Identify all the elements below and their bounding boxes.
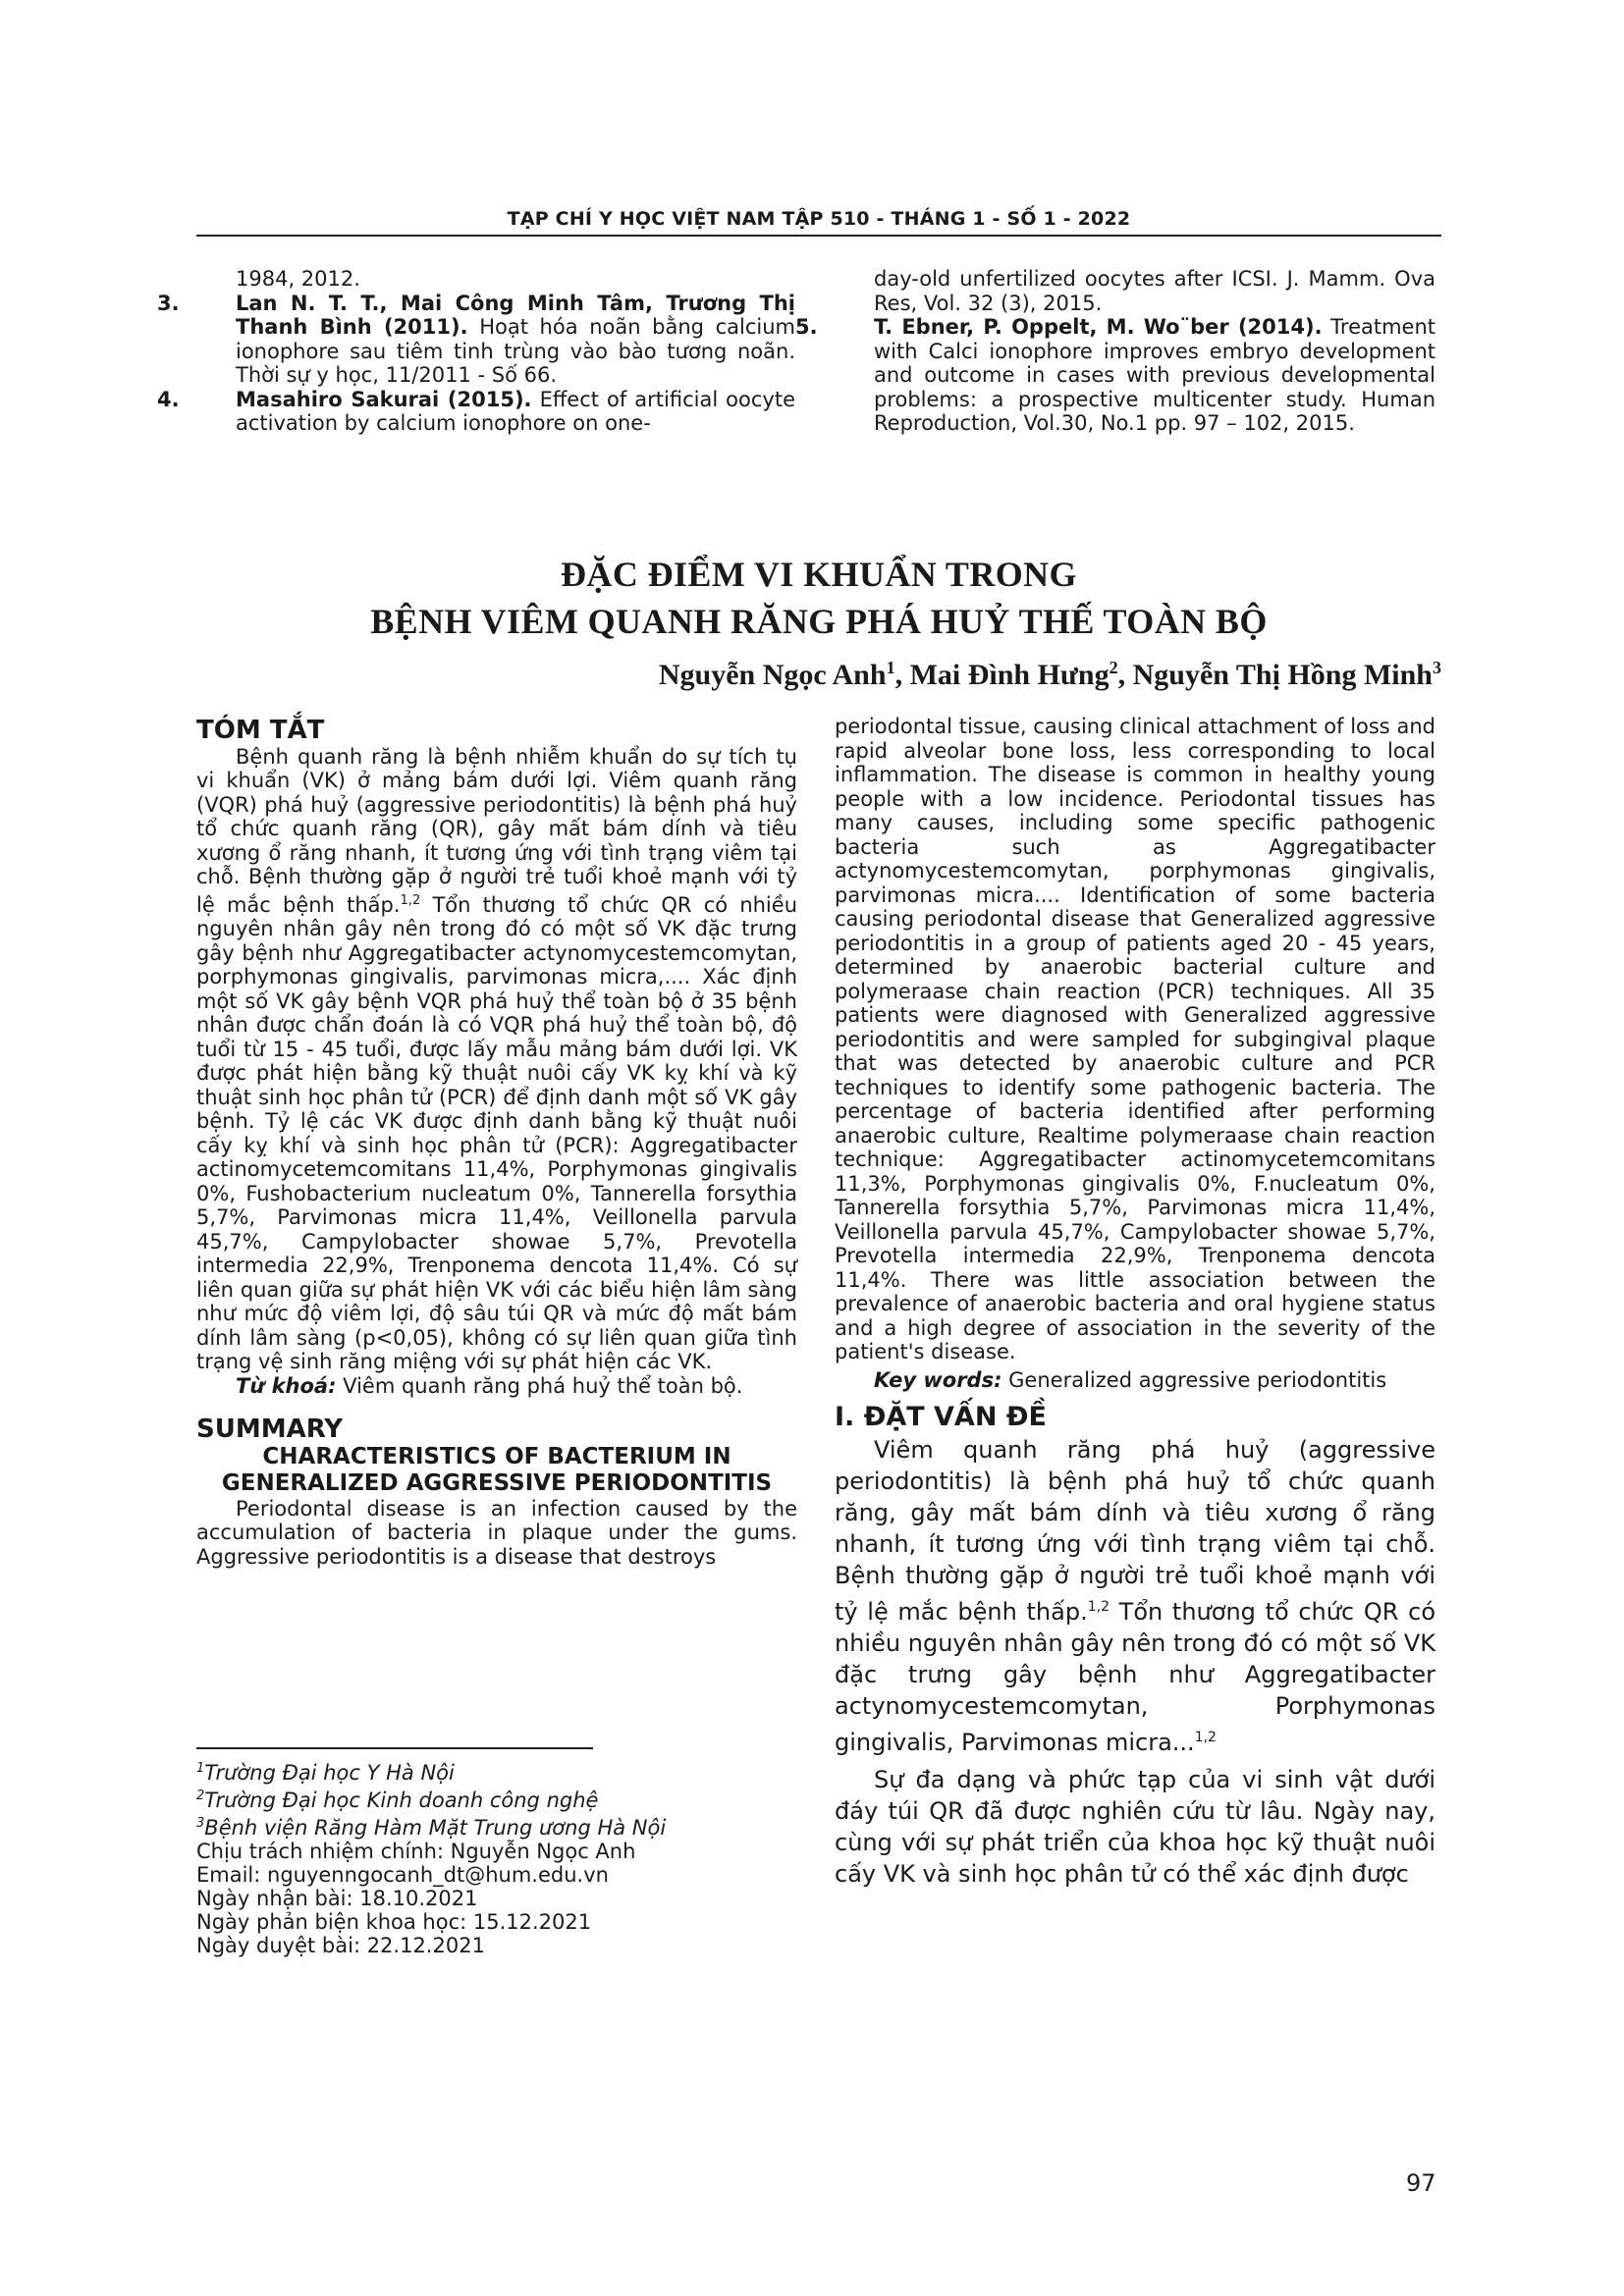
affiliation-mark: 3 [196,1816,205,1831]
author-separator: , [1117,659,1133,691]
reference-authors: Masahiro Sakurai (2015). [236,387,532,411]
author-separator: , [894,659,910,691]
reference-number: 3. [157,291,180,315]
reference-number: 4. [157,387,180,411]
header-rule [196,235,1441,237]
footnote-rule [196,1747,593,1749]
abstract-paragraph [196,745,797,1374]
reference-authors: Lan N. T. T., Mai Công Minh Tâm, Trương Thị Thanh Bình (2011). [236,291,795,339]
affiliation-2 [196,1785,805,1812]
intro-text: Tổn thương tổ chức QR có nhiều nguyên nhân gây nên trong đó có một số VK đặc trưng gây bệnh như Aggregatibacter actynomycestemcomytan, Porphymonas gingivalis, Parvimonas micra... [835,1597,1435,1756]
affiliation-text: Trường Đại học Y Hà Nội [204,1761,455,1785]
citation-mark: 1,2 [1194,1729,1217,1745]
reference-number: 5. [795,315,818,339]
reference-item [157,387,795,436]
reference-item [795,315,1436,436]
citation-mark: 1,2 [400,892,421,908]
page-number: 97 [1406,2169,1436,2197]
citation-mark: 1,2 [1087,1598,1110,1615]
summary-title-line-2: GENERALIZED AGGRESSIVE PERIODONTITIS [221,1469,773,1496]
reference-continuation: 1984, 2012. [236,267,360,291]
corresponding-author: Chịu trách nhiệm chính: Nguyễn Ngọc Anh [196,1840,636,1863]
affiliation-1 [196,1757,805,1785]
corresponding-email: Email: nguyenngocanh_dt@hum.edu.vn [196,1863,609,1887]
running-header: TẠP CHÍ Y HỌC VIỆT NAM TẬP 510 - THÁNG 1 - SỐ 1 - 2022 [507,208,1131,230]
summary-heading: SUMMARY [196,1415,344,1444]
reference-continuation: day-old unfertilized oocytes after ICSI. J. Mamm. Ova Res, Vol. 32 (3), 2015. [874,267,1435,315]
affiliation-3 [196,1812,805,1840]
footnotes [196,1757,805,1957]
author-name: Mai Đình Hưng [909,659,1110,691]
left-column [196,716,797,1569]
references-right [795,267,1436,436]
affiliation-mark: 2 [196,1789,205,1803]
abstract-keywords [196,1374,797,1399]
intro-paragraph: Sự đa dạng và phức tạp của vi sinh vật dưới đáy túi QR đã được nghiên cứu từ lâu. Ngày nay, cùng với sự phát triển của khoa học kỹ thuật nuôi cấy VK và sinh học phân tử có thể xác định được [835,1765,1435,1888]
right-column [835,715,1435,1890]
summary-paragraph-continued: periodontal tissue, causing clinical attachment of loss and rapid alveolar bone loss, less corresponding to local inflammation. The disease is common in healthy young people with a low incidence. Periodontal tissues has many causes, including some specific pathogenic bacteria such as Aggregatibacter actynomycestemcomytan, porphymonas gingivalis, parvimonas micra.... Identification of some bacteria causing periodontal disease that Generalized aggressive periodontitis in a group of patients aged 20 - 45 years, determined by anaerobic bacterial culture and polymeraase chain reaction (PCR) techniques. All 35 patients were diagnosed with Generalized aggressive periodontitis and were sampled for subgingival plaque that was detected by anaerobic culture and PCR techniques to identify some pathogenic bacteria. The percentage of bacteria identified after performing anaerobic culture, Realtime polymeraase chain reaction technique: Aggregatibacter actinomycetemcomitans 11,3%, Porphymonas gingivalis 0%, F.nucleatum 0%, Tannerella forsythia 5,7%, Parvimonas micra 11,4%, Veillonella parvula 45,7%, Campylobacter showae 5,7%, Prevotella intermedia 22,9%, Trenponema dencota 11,4%. There was little association between the prevalence of anaerobic bacteria and oral hygiene status and a high degree of association in the severity of the patient's disease. [835,715,1435,1363]
intro-text: Viêm quanh răng phá huỷ (aggressive periodontitis) là bệnh phá huỷ tổ chức quanh răng, gây mất bám dính và tiêu xương ổ răng nhanh, ít tương ứng với tình trạng viêm tại chỗ. Bệnh thường gặp ở người trẻ tuổi khoẻ mạnh với tỷ lệ mắc bệnh thấp. [835,1435,1435,1626]
article-title-line-2: BỆNH VIÊM QUANH RĂNG PHÁ HUỶ THẾ TOÀN BỘ [370,602,1268,641]
reference-authors: T. Ebner, P. Oppelt, M. Wo¨ber (2014). [874,315,1323,339]
references-left [157,267,795,436]
summary-paragraph: Periodontal disease is an infection caused by the accumulation of bacteria in plaque under the gums. Aggressive periodontitis is a disease that destroys [196,1496,797,1569]
summary-title-line-1: CHARACTERISTICS OF BACTERIUM IN [262,1443,731,1469]
author-list [659,658,1441,692]
keywords-text: Viêm quanh răng phá huỷ thể toàn bộ. [336,1373,743,1398]
author-affiliation-mark: 3 [1433,658,1441,677]
abstract-heading: TÓM TẮT [196,716,325,745]
reference-text: Effect of artificial oocyte activation by calcium ionophore on one- [236,387,795,435]
author-affiliation-mark: 2 [1109,658,1118,677]
affiliation-text: Bệnh viện Răng Hàm Mặt Trung ương Hà Nội [204,1816,667,1840]
keywords-text: Generalized aggressive periodontitis [1001,1367,1387,1392]
author-name: Nguyễn Thị Hồng Minh [1132,659,1433,691]
date-received: Ngày nhận bài: 18.10.2021 [196,1887,478,1910]
keywords-label: Từ khoá: [236,1373,337,1398]
date-approved: Ngày duyệt bài: 22.12.2021 [196,1934,485,1957]
summary-keywords [835,1368,1435,1393]
abstract-text: Bệnh quanh răng là bệnh nhiễm khuẩn do sự tích tụ vi khuẩn (VK) ở mảng bám dưới lợi. Viêm quanh răng (VQR) phá huỷ (aggressive periodontitis) là bệnh phá huỷ tổ chức quanh răng (QR), gây mất bám dính và tiêu xương ổ răng nhanh, ít tương ứng với tình trạng viêm tại chỗ. Bệnh thường gặp ở người trẻ tuổi khoẻ mạnh với tỷ lệ mắc bệnh thấp. [196,744,797,917]
date-reviewed: Ngày phản biện khoa học: 15.12.2021 [196,1910,592,1934]
affiliation-text: Trường Đại học Kinh doanh công nghệ [204,1789,599,1812]
affiliation-mark: 1 [196,1761,205,1776]
author-name: Nguyễn Ngọc Anh [658,659,887,691]
section-heading: I. ĐẶT VẤN ĐỀ [835,1402,1047,1432]
article-title-line-1: ĐẶC ĐIỂM VI KHUẨN TRONG [561,555,1077,594]
reference-text: Hoạt hóa noãn bằng calcium ionophore sau tiêm tinh trùng vào bào tương noãn. Thời sự y học, 11/2011 - Số 66. [236,315,795,387]
reference-item [157,291,795,388]
reference-text: Treatment with Calci ionophore improves embryo development and outcome in cases with previous developmental problems: a prospective multicenter study. Human Reproduction, Vol.30, No.1 pp. 97 – 102, 2015. [874,315,1436,435]
abstract-text: Tổn thương tổ chức QR có nhiều nguyên nhân gây nên trong đó có một số VK đặc trưng gây bệnh như Aggregatibacter actynomycestemcomytan, porphymonas gingivalis, parvimonas micra,.... Xác định một số VK gây bệnh VQR phá huỷ thể toàn bộ ở 35 bệnh nhân được chẩn đoán là có VQR phá huỷ thể toàn bộ, độ tuổi từ 15 - 45 tuổi, được lấy mẫu mảng bám dưới lợi. VK được phát hiện bằng kỹ thuật nuôi cấy VK kỵ khí và kỹ thuật sinh học phân tử (PCR) để định danh một số VK gây bệnh. Tỷ lệ các VK được định danh bằng kỹ thuật nuôi cấy kỵ khí và sinh học phân tử (PCR): Aggregatibacter actinomycetemcomitans 11,4%, Porphymonas gingivalis 0%, Fushobacterium nucleatum 0%, Tannerella forsythia 5,7%, Parvimonas micra 11,4%, Veillonella parvula 45,7%, Campylobacter showae 5,7%, Prevotella intermedia 22,9%, Trenponema dencota 11,4%. Có sự liên quan giữa sự phát hiện VK với các biểu hiện lâm sàng như mức độ viêm lợi, độ sâu túi QR và mức độ mất bám dính lâm sàng (p<0,05), không có sự liên quan giữa tình trạng vệ sinh răng miệng với sự phát hiện các VK. [196,892,797,1373]
author-affiliation-mark: 1 [886,658,895,677]
intro-paragraph [835,1434,1435,1758]
keywords-label: Key words: [874,1367,1002,1392]
